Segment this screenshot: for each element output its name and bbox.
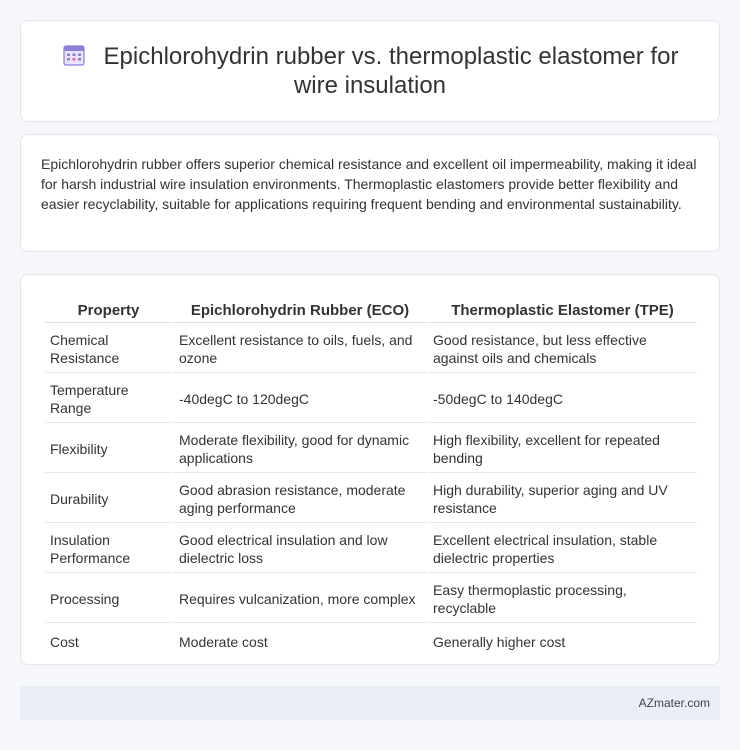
cell-tpe: Excellent electrical insulation, stable dielectric properties (428, 525, 697, 573)
title-card (20, 20, 720, 122)
cell-eco: Moderate cost (179, 633, 268, 650)
table-row (45, 425, 697, 473)
cell-eco: -40degC to 120degC (174, 375, 426, 423)
cell-eco: Good abrasion resistance, moderate aging performance (174, 475, 426, 523)
table-header-row (45, 297, 697, 323)
footer-bar (20, 686, 720, 720)
calendar-grid-icon (62, 43, 86, 67)
page-title-text: Epichlorohydrin rubber vs. thermoplastic elastomer for wire insulation (103, 43, 679, 99)
table-row (45, 625, 697, 657)
cell-property: Insulation Performance (45, 525, 172, 573)
table-row (45, 375, 697, 423)
table-row (45, 575, 697, 623)
cell-eco: Moderate flexibility, good for dynamic applications (174, 425, 426, 473)
cell-tpe: Easy thermoplastic processing, recyclable (428, 575, 697, 623)
cell-eco: Requires vulcanization, more complex (174, 575, 426, 623)
cell-eco: Good electrical insulation and low dielectric loss (174, 525, 426, 573)
cell-tpe: High flexibility, excellent for repeated bending (428, 425, 697, 473)
cell-eco: Excellent resistance to oils, fuels, and ozone (174, 325, 426, 373)
header-eco: Epichlorohydrin Rubber (ECO) (174, 297, 426, 323)
header-tpe: Thermoplastic Elastomer (TPE) (428, 297, 697, 323)
cell-property: Durability (45, 475, 172, 523)
cell-tpe: Generally higher cost (433, 633, 566, 650)
cell-tpe: High durability, superior aging and UV resistance (428, 475, 697, 523)
table-row (45, 325, 697, 373)
comparison-table (43, 295, 699, 659)
summary-text: Epichlorohydrin rubber offers superior chemical resistance and excellent oil impermeability, making it ideal for harsh industrial wire insulation environments. Thermoplastic elastomers provide better flexibility and easier recyclability, suitable for applications requiring frequent bending and environmental sustainability. (41, 156, 697, 212)
cell-property: Chemical Resistance (45, 325, 172, 373)
table-row (45, 475, 697, 523)
cell-tpe: -50degC to 140degC (428, 375, 697, 423)
footer-brand-link[interactable]: AZmater.com (638, 696, 710, 710)
cell-property: Temperature Range (45, 375, 172, 423)
cell-property: Processing (45, 575, 172, 623)
table-row (45, 525, 697, 573)
cell-tpe: Good resistance, but less effective against oils and chemicals (428, 325, 697, 373)
header-property: Property (45, 297, 172, 323)
comparison-table-card (20, 274, 720, 665)
cell-property: Flexibility (45, 425, 172, 473)
summary-card (20, 134, 720, 252)
cell-property: Cost (50, 633, 79, 650)
page-title (51, 42, 689, 100)
